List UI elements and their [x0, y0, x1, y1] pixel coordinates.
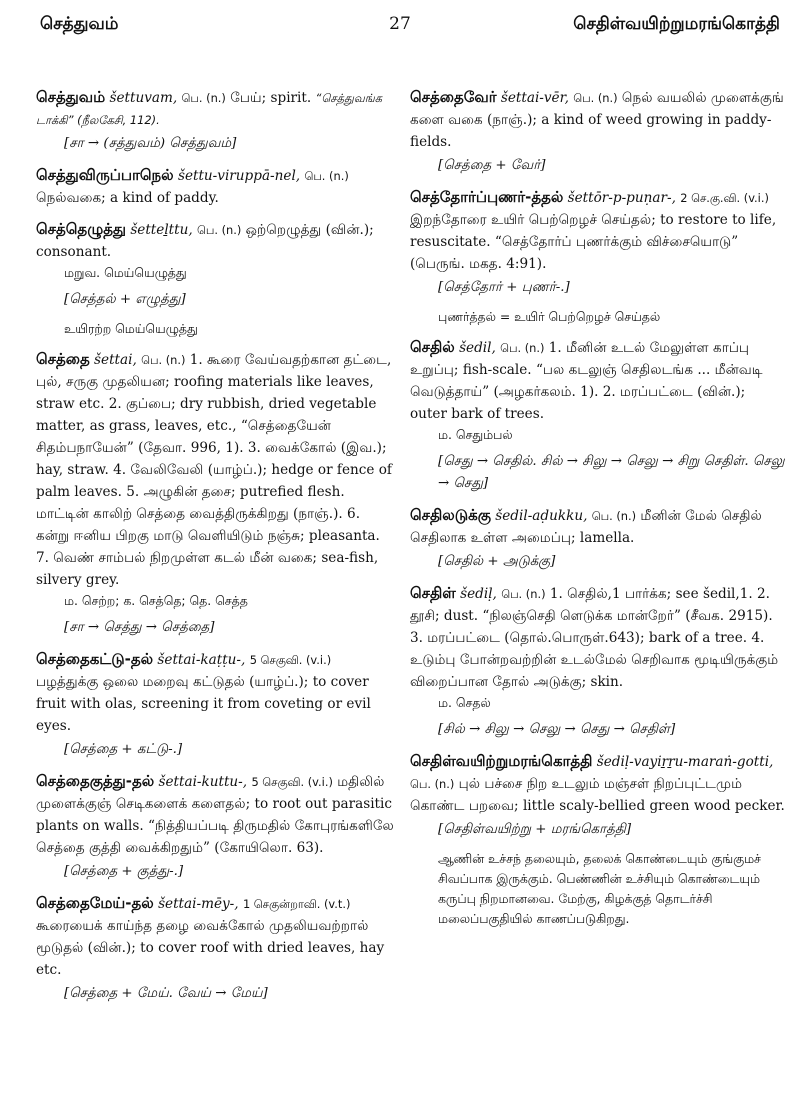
- transliteration: šettai-kuttu-,: [158, 774, 248, 790]
- etymology: [செத்தோர் + புணர்-.]: [438, 280, 570, 295]
- cognates: ம. செதும்பல்: [438, 427, 513, 442]
- headword: செத்தோர்ப்புணர்-த்தல்: [410, 188, 564, 206]
- dictionary-entry: [36, 648, 396, 761]
- transliteration: šedil-aḍukku,: [495, 508, 588, 524]
- headword: செத்தை: [36, 350, 90, 368]
- dictionary-entry: [36, 348, 396, 639]
- definition: 1. மீனின் உடல் மேலுள்ள காப்பு உறுப்பு; fish-scale. “பல கடலுஞ் செதிலடங்க ... மீன்வடி வெடுத்தாய்” (அழகர்கலம். 1). 2. மரப்பட்டை (வின்.); outer bark of trees.: [410, 340, 763, 422]
- page-header: [0, 14, 800, 46]
- part-of-speech: பெ. (n.): [141, 353, 186, 367]
- etymology: [சா → செத்து → செத்தை]: [64, 620, 215, 635]
- headword: செதிள்: [410, 584, 456, 602]
- headword: செத்தெழுத்து: [36, 220, 126, 238]
- transliteration: šettuvam,: [109, 90, 178, 106]
- etymology: [செத்தை + குத்து-.]: [64, 864, 184, 879]
- etymology: [செத்தை + கட்டு-.]: [64, 742, 183, 757]
- dictionary-entry: [410, 582, 786, 741]
- transliteration: šedil,: [459, 340, 496, 356]
- note: புணர்த்தல் = உயிர் பெற்றெழச் செய்தல்: [438, 309, 661, 324]
- definition: இறந்தோரை உயிர் பெற்றெழச் செய்தல்; to restore to life, resuscitate. “செத்தோர்ப் புணர்க்கும் விச்சையொடு” (பெருங். மகத. 4:91).: [410, 212, 777, 272]
- dictionary-entry: [36, 86, 396, 155]
- part-of-speech: பெ. (n.): [197, 223, 242, 237]
- right-column: [410, 86, 786, 938]
- synonym: மறுவ. மெய்யெழுத்து: [64, 265, 187, 280]
- definition: மதிலில் முளைக்குஞ் செடிகளைக் களைதல்; to root out parasitic plants on walls. “நித்தியப்படி திருமதில் கோபுரங்களிலே செத்தை குத்தி வைக்கிறதும்” (கோயிலொ. 63).: [36, 774, 394, 856]
- definition: நெல் வயலில் முளைக்குங் களை வகை (நாஞ்.); a kind of weed growing in paddy-fields.: [410, 90, 784, 150]
- dictionary-entry: [410, 336, 786, 495]
- transliteration: šettai-kaṭṭu-,: [157, 652, 246, 668]
- part-of-speech: 5 செகுவி. (v.i.): [249, 653, 332, 667]
- dictionary-entry: [410, 504, 786, 573]
- definition: ஒற்றெழுத்து (வின்.); consonant.: [36, 222, 374, 260]
- headword: செத்தைகட்டு-தல்: [36, 650, 154, 668]
- part-of-speech: பெ. (n.): [304, 169, 349, 183]
- etymology: [செதிள்வயிற்று + மரங்கொத்தி]: [438, 822, 632, 837]
- etymology: [செத்தல் + எழுத்து]: [64, 292, 186, 307]
- left-column: [36, 86, 396, 1014]
- part-of-speech: 5 செகுவி. (v.i.): [251, 775, 333, 789]
- part-of-speech: பெ. (n.): [573, 91, 618, 105]
- definition: 1. செதில்,1 பார்க்க; see šedil,1. 2. தூசி; dust. “நிலஞ்செதி ளெடுக்க மான்றேர்” (சீவக. 2915). 3. மரப்பட்டை (தொல்.பொருள்.643); bark of a tree. 4. உடும்பு போன்றவற்றின் உடல்மேல் செறிவாக மூடியிருக்கும் விறைப்பான தோல் அடுக்கு; skin.: [410, 586, 779, 690]
- transliteration: šettōr-p-puṇar-,: [567, 190, 676, 206]
- definition: பேய்; spirit.: [230, 90, 312, 106]
- cognates: ம. செதல்: [438, 695, 491, 710]
- definition: நெல்வகை; a kind of paddy.: [36, 190, 219, 206]
- transliteration: šediḷ-vayiṟṟu-maraṅ-gotti,: [596, 754, 774, 770]
- part-of-speech: பெ. (n.): [181, 91, 226, 105]
- headword: செத்தைகுத்து-தல்: [36, 772, 155, 790]
- headword: செதில்: [410, 338, 455, 356]
- cognates: ம. செற்ற; க. செத்தெ; தெ. செத்த: [64, 593, 248, 608]
- etymology: [செத்தை + மேய். வேய் → மேய்]: [64, 986, 268, 1001]
- running-head-right: செதிள்வயிற்றுமரங்கொத்தி: [573, 14, 780, 34]
- definition: 1. கூரை வேய்வதற்கான தட்டை, புல், சருகு முதலியன; roofing materials like leaves, straw etc. 2. குப்பை; dry rubbish, dried vegetable matter, as grass, leaves, etc., “செத்தையேன் சிதம்பநாயேன்” (தேவா. 996, 1). 3. வைக்கோல் (இவ.); hay, straw. 4. வேலிவேலி (யாழ்ப்.); hedge or fence of palm leaves. 5. அழுகின் தசை; putrefied flesh. மாட்டின் காலிற் செத்தை வைத்திருக்கிறது (நாஞ்.). 6. கன்று ஈனிய பிறகு மாடு வெளியிடும் நஞ்சு; pleasanta. 7. வெண் சாம்பல் நிறமுள்ள கடல் மீன் வகை; sea-fish, silvery grey.: [36, 352, 392, 588]
- definition: புல் பச்சை நிற உடலும் மஞ்சள் நிறப்புட்டமும் கொண்ட பறவை; little scaly-bellied green wood pecker.: [410, 776, 785, 814]
- citation: “செத்துவங்க டாக்கி” (நீலகேசி, 112).: [36, 91, 383, 127]
- part-of-speech: பெ. (n.): [591, 509, 637, 523]
- dictionary-entry: [410, 186, 786, 327]
- dictionary-entry: [410, 86, 786, 177]
- transliteration: šetteḻttu,: [130, 222, 193, 238]
- dictionary-entry: [410, 750, 786, 929]
- etymology: [செதில் + அடுக்கு]: [438, 554, 556, 569]
- headword: செத்தைவேர்: [410, 88, 497, 106]
- transliteration: šediḷ,: [460, 586, 497, 602]
- dictionary-entry: [36, 218, 396, 339]
- running-head-left: செத்துவம்: [40, 14, 119, 34]
- etymology: [சா → (சத்துவம்) செத்துவம்]: [64, 136, 237, 151]
- part-of-speech: 1 செகுன்றாவி. (v.t.): [242, 897, 351, 911]
- dictionary-entry: [36, 892, 396, 1005]
- transliteration: šettai-vēr,: [500, 90, 569, 106]
- headword: செத்துவம்: [36, 88, 106, 106]
- dictionary-entry: [36, 770, 396, 883]
- etymology: [சில் → சிலு → செலு → செது → செதிள்]: [438, 722, 676, 737]
- part-of-speech: பெ. (n.): [501, 587, 546, 601]
- transliteration: šettai-mēy-,: [158, 896, 239, 912]
- transliteration: šettu-viruppā-nel,: [177, 168, 301, 184]
- note: உயிரற்ற மெய்யெழுத்து: [64, 321, 198, 336]
- headword: செத்தைமேய்-தல்: [36, 894, 154, 912]
- dictionary-entry: [36, 164, 396, 209]
- headword: செதிள்வயிற்றுமரங்கொத்தி: [410, 752, 593, 770]
- definition: மீனின் மேல் செதில் செதிலாக உள்ள அமைப்பு; lamella.: [410, 508, 762, 546]
- etymology: [செத்தை + வேர்]: [438, 158, 546, 173]
- page-number: 27: [389, 14, 411, 34]
- etymology: [செது → செதில். சில் → சிலு → செலு → சிறு செதிள். செலு → செது]: [438, 454, 785, 491]
- headword: செத்துவிருப்பாநெல்: [36, 166, 174, 184]
- part-of-speech: 2 செ.கு.வி. (v.i.): [680, 191, 769, 205]
- definition: கூரையைக் காய்ந்த தழை வைக்கோல் முதலியவற்றால் மூடுதல் (வின்.); to cover roof with dried leaves, hay etc.: [36, 918, 385, 978]
- note: ஆணின் உச்சந் தலையும், தலைக் கொண்டையும் குங்குமச் சிவப்பாக இருக்கும். பெண்ணின் உச்சியும் கொண்டையும் கருப்பு நிறமானவை. மேற்கு, கிழக்குத் தொடர்ச்சி மலைப்பகுதியில் காணப்படுகிறது.: [438, 851, 761, 926]
- transliteration: šettai,: [94, 352, 137, 368]
- part-of-speech: பெ. (n.): [500, 341, 545, 355]
- headword: செதிலடுக்கு: [410, 506, 491, 524]
- definition: பழத்துக்கு ஒலை மறைவு கட்டுதல் (யாழ்ப்.); to cover fruit with olas, screening it from coveting or evil eyes.: [36, 674, 371, 734]
- part-of-speech: பெ. (n.): [410, 777, 455, 791]
